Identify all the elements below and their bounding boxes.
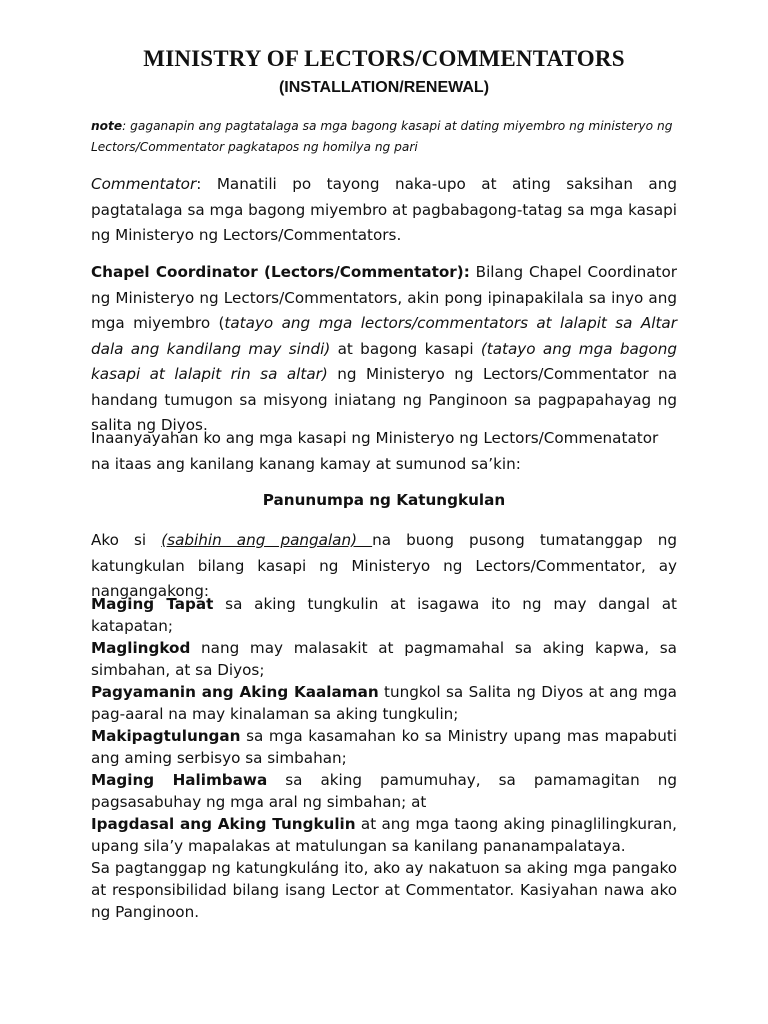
pledge-item bbox=[91, 771, 677, 811]
coordinator-stage-direction-1: tatayo ang mga lectors/commentators at lalapit sa Altar dala ang kandilang may sindi) bbox=[91, 314, 677, 358]
pledge-item bbox=[91, 639, 677, 679]
pledge-text: at ang mga taong aking pinaglilingkuran, upang sila’y mapalakas at matulungan sa kanilang pananampalataya. bbox=[91, 815, 677, 855]
pledge-item bbox=[91, 595, 677, 635]
oath-heading: Panunumpa ng Katungkulan bbox=[262, 491, 506, 509]
pledge-title: Pagyamanin ang Aking Kaalaman bbox=[91, 683, 379, 701]
pledge-item bbox=[91, 683, 677, 723]
invitation-paragraph: Inaanyayahan ko ang mga kasapi ng Ministeryo ng Lectors/Commenatator na itaas ang kanilang kanang kamay at sumunod sa’kin: bbox=[91, 429, 659, 473]
closing-paragraph: Sa pagtanggap ng katungkuláng ito, ako ay nakatuon sa aking mga pangako at responsibilidad bilang isang Lector at Commentator. Kasiyahan nawa ako ng Panginoon. bbox=[91, 859, 677, 921]
pledge-title: Makipagtulungan bbox=[91, 727, 241, 745]
pledge-text: tungkol sa Salita ng Diyos at ang mga pag-aaral na may kinalaman sa aking tungkulin; bbox=[91, 683, 677, 723]
note-paragraph bbox=[91, 116, 681, 158]
note-label: note bbox=[91, 119, 123, 133]
pledge-text: sa aking pamumuhay, sa pamamagitan ng pagsasabuhay ng mga aral ng simbahan; at bbox=[91, 771, 677, 811]
document-title: MINISTRY OF LECTORS/COMMENTATORS bbox=[143, 46, 625, 71]
pledge-title: Maglingkod bbox=[91, 639, 191, 657]
pledge-item bbox=[91, 727, 677, 767]
pledge-text: nang may malasakit at pagmamahal sa aking kapwa, sa simbahan, at sa Diyos; bbox=[91, 639, 677, 679]
pledge-item bbox=[91, 815, 677, 855]
coordinator-stage-direction-2: (tatayo ang mga bagong kasapi at lalapit rin sa altar) bbox=[91, 339, 677, 383]
commentator-text: : Manatili po tayong naka-upo at ating saksihan ang pagtatalaga sa mga bagong miyembro at pagbabagong-tatag sa mga kasapi ng Ministeryo ng Lectors/Commentators. bbox=[91, 175, 677, 244]
name-placeholder: (sabihin ang pangalan) bbox=[161, 531, 373, 549]
coordinator-text-3: ng Ministeryo ng Lectors/Commentator na handang tumugon sa misyong iniatang ng Panginoon sa pagpapahayag ng salita ng Diyos. bbox=[91, 365, 677, 434]
pledge-title: Ipagdasal ang Aking Tungkulin bbox=[91, 815, 356, 833]
oath-intro-before: Ako si bbox=[91, 531, 162, 549]
document-subtitle: (INSTALLATION/RENEWAL) bbox=[278, 79, 490, 96]
pledge-title: Maging Halimbawa bbox=[91, 771, 268, 789]
pledge-text: sa mga kasamahan ko sa Ministry upang mas mapabuti ang aming serbisyo sa simbahan; bbox=[91, 727, 677, 767]
pledge-title: Maging Tapat bbox=[91, 595, 214, 613]
note-text: : gaganapin ang pagtatalaga sa mga bagong kasapi at dating miyembro ng ministeryo ng Lectors/Commentator pagkatapos ng homilya ng pari bbox=[91, 119, 673, 154]
coordinator-text-1: Bilang Chapel Coordinator ng Ministeryo ng Lectors/Commentators, akin pong ipinapakilala sa inyo ang mga miyembro ( bbox=[91, 263, 677, 332]
coordinator-speaker: Chapel Coordinator (Lectors/Commentator): bbox=[91, 263, 470, 281]
commentator-paragraph bbox=[91, 172, 677, 249]
commentator-speaker: Commentator bbox=[91, 175, 197, 193]
coordinator-text-2: at bagong kasapi bbox=[330, 339, 481, 358]
oath-intro-after: na buong pusong tumatanggap ng katungkulan bilang kasapi ng Ministeryo ng Lectors/Commentator, ay nangangakong: bbox=[91, 531, 677, 600]
pledge-text: sa aking tungkulin at isagawa ito ng may dangal at katapatan; bbox=[91, 595, 677, 635]
pledge-list bbox=[91, 593, 677, 857]
coordinator-paragraph bbox=[91, 260, 677, 439]
